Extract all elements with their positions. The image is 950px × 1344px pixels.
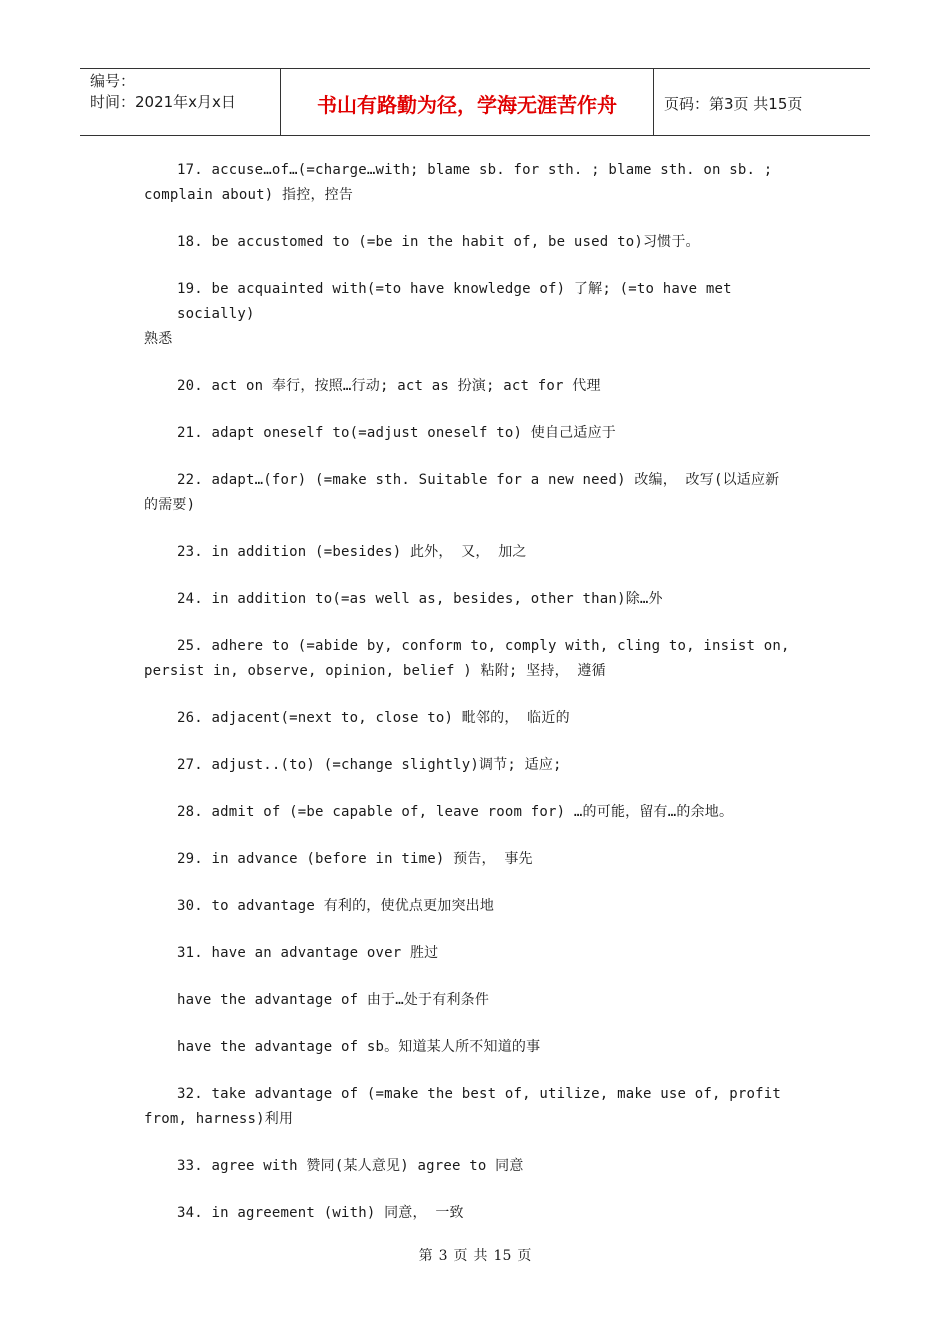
entry-28 <box>144 800 794 825</box>
footer-total-pages: 15 <box>493 1248 512 1264</box>
entry-text: 25. adhere to (=abide by, conform to, comply with, cling to, insist on, <box>177 638 790 654</box>
entry-continuation: 的需要) <box>144 497 196 513</box>
entry-text: 18. be accustomed to (=be in the habit of, be used to)习惯于。 <box>177 234 700 250</box>
entry-27 <box>144 753 794 778</box>
entry-25 <box>144 634 794 684</box>
entry-23 <box>144 540 794 565</box>
number-label: 编号： <box>90 72 136 90</box>
entry-29 <box>144 847 794 872</box>
entry-30 <box>144 894 794 919</box>
entry-text: 19. be acquainted with(=to have knowledge of) 了解; (=to have met socially) <box>177 281 732 322</box>
entry-text: 33. agree with 赞同(某人意见) agree to 同意 <box>177 1158 524 1174</box>
entry-text: 34. in agreement (with) 同意， 一致 <box>177 1205 464 1221</box>
entry-21 <box>144 421 794 446</box>
footer-page-number: 3 <box>438 1248 448 1264</box>
entry-20 <box>144 374 794 399</box>
page-footer <box>0 1245 950 1265</box>
header-motto: 书山有路勤为径，学海无涯苦作舟 <box>281 69 654 135</box>
entry-31 <box>144 941 794 966</box>
page-header <box>80 68 870 136</box>
entry-31-sub-2 <box>144 1035 794 1060</box>
entry-17 <box>144 158 794 208</box>
entry-32 <box>144 1082 794 1132</box>
entry-text: 17. accuse…of…(=charge…with; blame sb. for sth. ; blame sth. on sb. ; <box>177 162 773 178</box>
entry-22 <box>144 468 794 518</box>
entry-text: have the advantage of 由于…处于有利条件 <box>177 992 490 1008</box>
entry-text: 30. to advantage 有利的，使优点更加突出地 <box>177 898 495 914</box>
entry-33 <box>144 1154 794 1179</box>
entry-continuation: complain about) 指控，控告 <box>144 187 354 203</box>
entry-19 <box>144 277 794 352</box>
header-page-info: 页码：第3页 共15页 <box>664 94 803 113</box>
document-body <box>144 158 794 1248</box>
entry-text: 23. in addition (=besides) 此外， 又， 加之 <box>177 544 527 560</box>
footer-ye-end: 页 <box>517 1248 532 1264</box>
entry-text: 26. adjacent(=next to, close to) 毗邻的， 临近的 <box>177 710 570 726</box>
footer-di: 第 <box>418 1248 433 1264</box>
footer-gong: 共 <box>473 1248 488 1264</box>
header-meta <box>80 69 281 135</box>
time-label: 时间：2021年x月x日 <box>90 93 236 111</box>
entry-34 <box>144 1201 794 1226</box>
entry-text: 29. in advance (before in time) 预告， 事先 <box>177 851 533 867</box>
entry-text: 20. act on 奉行，按照…行动; act as 扮演; act for 代理 <box>177 378 601 394</box>
entry-18 <box>144 230 794 255</box>
entry-31-sub-1 <box>144 988 794 1013</box>
footer-ye: 页 <box>453 1248 468 1264</box>
entry-text: 24. in addition to(=as well as, besides, other than)除…外 <box>177 591 663 607</box>
entry-text: have the advantage of sb。知道某人所不知道的事 <box>177 1039 541 1055</box>
entry-text: 31. have an advantage over 胜过 <box>177 945 439 961</box>
entry-continuation: from, harness)利用 <box>144 1111 294 1127</box>
entry-26 <box>144 706 794 731</box>
entry-text: 21. adapt oneself to(=adjust oneself to) 使自己适应于 <box>177 425 616 441</box>
entry-text: 28. admit of (=be capable of, leave room for) …的可能，留有…的余地。 <box>177 804 734 820</box>
entry-text: 32. take advantage of (=make the best of, utilize, make use of, profit <box>177 1086 782 1102</box>
entry-24 <box>144 587 794 612</box>
entry-text: 22. adapt…(for) (=make sth. Suitable for a new need) 改编， 改写(以适应新 <box>177 472 780 488</box>
entry-continuation: 熟悉 <box>144 331 173 347</box>
entry-text: 27. adjust..(to) (=change slightly)调节; 适应; <box>177 757 562 773</box>
entry-continuation: persist in, observe, opinion, belief ) 粘附; 坚持， 遵循 <box>144 663 606 679</box>
